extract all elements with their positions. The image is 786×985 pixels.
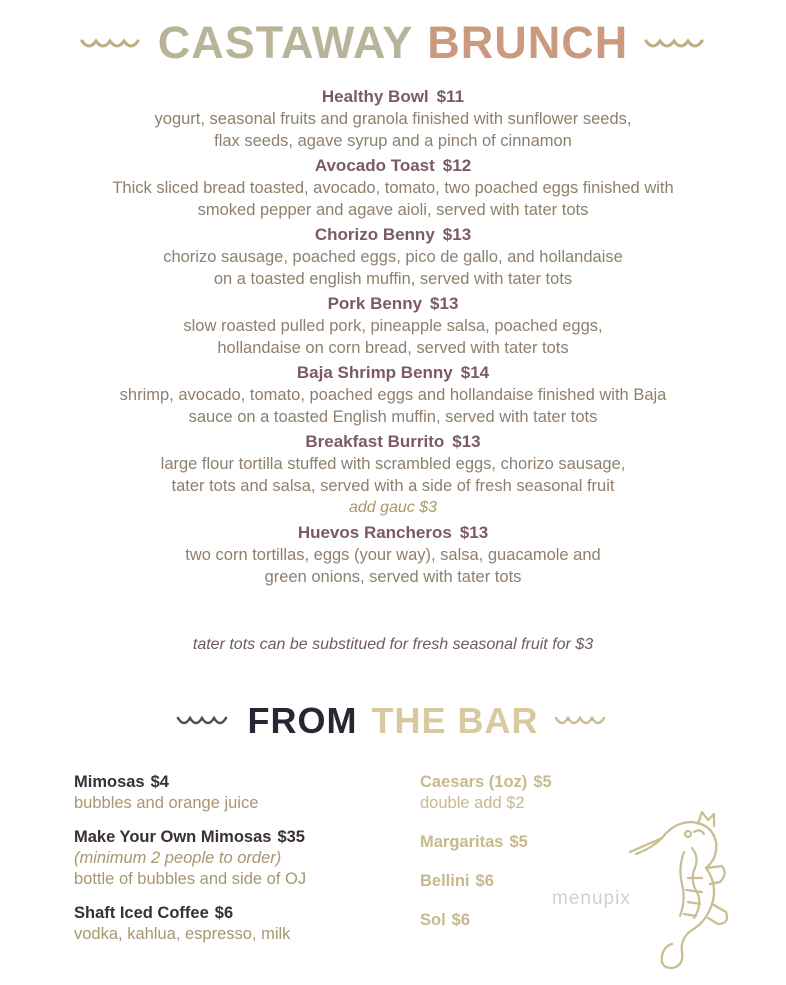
item-desc-line: Thick sliced bread toasted, avocado, tomato, two poached eggs finished with	[112, 179, 674, 197]
item-desc-line: shrimp, avocado, tomato, poached eggs and hollandaise finished with Baja	[119, 386, 667, 404]
wave-left-icon	[176, 712, 232, 730]
brunch-menu-list	[0, 86, 786, 591]
seahorse-icon	[622, 808, 732, 985]
menu-item-huevos-rancheros	[0, 522, 786, 588]
bar-title	[0, 698, 786, 744]
bar-left-column	[74, 772, 404, 958]
item-name: Pork Benny	[327, 294, 423, 313]
bar-item-price: $6	[451, 911, 471, 929]
menupix-watermark: menupix	[552, 888, 631, 909]
item-desc-line: slow roasted pulled pork, pineapple salsa, poached eggs,	[183, 317, 603, 335]
item-name: Chorizo Benny	[314, 225, 435, 244]
bar-item-caesars	[420, 772, 630, 814]
bar-right-column	[420, 772, 630, 944]
brunch-title-word-1: CASTAWAY	[157, 17, 414, 68]
bar-item-name: Margaritas	[420, 833, 504, 851]
bar-item-price: $35	[277, 828, 305, 846]
bar-item-name: Make Your Own Mimosas	[74, 828, 272, 846]
item-desc-line: flax seeds, agave syrup and a pinch of cinnamon	[214, 132, 572, 150]
bar-item-desc: bottle of bubbles and side of OJ	[74, 870, 307, 888]
bar-item-price: $6	[214, 904, 234, 922]
bar-item-price: $6	[475, 872, 494, 890]
bar-item-sol	[420, 910, 630, 931]
wave-left-icon	[80, 33, 142, 53]
bar-title-word-2: THE BAR	[371, 700, 539, 741]
bar-item-desc: double add $2	[420, 794, 525, 812]
item-desc-line: yogurt, seasonal fruits and granola finished with sunflower seeds,	[154, 110, 632, 128]
item-name: Huevos Rancheros	[297, 523, 452, 542]
item-price: $13	[452, 432, 481, 451]
brunch-title-word-2: BRUNCH	[427, 17, 629, 68]
bar-item-shaft-iced-coffee	[74, 903, 404, 945]
bar-item-name: Sol	[420, 911, 446, 929]
bar-item-name: Shaft Iced Coffee	[74, 904, 209, 922]
item-desc-line: hollandaise on corn bread, served with tater tots	[217, 339, 569, 357]
menu-item-avocado-toast	[0, 155, 786, 221]
item-desc-line: two corn tortillas, eggs (your way), salsa, guacamole and	[185, 546, 601, 564]
menu-item-chorizo-benny	[0, 224, 786, 290]
bar-item-price: $4	[150, 773, 169, 791]
menu-item-baja-shrimp-benny	[0, 362, 786, 428]
bar-item-make-your-own-mimosas	[74, 827, 404, 890]
item-desc-line: chorizo sausage, poached eggs, pico de gallo, and hollandaise	[163, 248, 623, 266]
item-desc-line: large flour tortilla stuffed with scrambled eggs, chorizo sausage,	[160, 455, 626, 473]
item-price: $11	[436, 87, 465, 106]
bar-item-name: Caesars (1oz)	[420, 773, 528, 791]
item-desc-line: tater tots and salsa, served with a side of fresh seasonal fruit	[171, 477, 615, 495]
item-price: $13	[459, 523, 489, 542]
item-price: $13	[442, 225, 472, 244]
bar-item-price: $5	[509, 833, 528, 851]
bar-title-word-1: FROM	[247, 700, 358, 741]
item-price: $12	[442, 156, 472, 175]
item-addon: add gauc $3	[348, 499, 438, 516]
wave-right-icon	[554, 712, 610, 730]
bar-item-margaritas	[420, 832, 630, 853]
bar-item-name: Mimosas	[74, 773, 145, 791]
bar-item-condition: (minimum 2 people to order)	[74, 849, 282, 867]
menu-item-pork-benny	[0, 293, 786, 359]
brunch-title	[0, 14, 786, 72]
item-name: Baja Shrimp Benny	[296, 363, 453, 382]
substitution-note: tater tots can be substitued for fresh seasonal fruit for $3	[192, 636, 594, 653]
bar-item-desc: bubbles and orange juice	[74, 794, 259, 812]
item-price: $14	[460, 363, 490, 382]
bar-item-price: $5	[533, 773, 552, 791]
item-desc-line: green onions, served with tater tots	[264, 568, 522, 586]
item-name: Healthy Bowl	[321, 87, 429, 106]
bar-item-desc: vodka, kahlua, espresso, milk	[74, 925, 291, 943]
bar-item-mimosas	[74, 772, 404, 814]
item-desc-line: smoked pepper and agave aioli, served with tater tots	[197, 201, 589, 219]
item-name: Avocado Toast	[314, 156, 435, 175]
item-name: Breakfast Burrito	[305, 432, 445, 451]
bar-item-name: Bellini	[420, 872, 470, 890]
wave-right-icon	[644, 33, 706, 53]
item-price: $13	[430, 294, 459, 313]
item-desc-line: sauce on a toasted English muffin, served with tater tots	[188, 408, 598, 426]
item-desc-line: on a toasted english muffin, served with tater tots	[213, 270, 573, 288]
menu-item-healthy-bowl	[0, 86, 786, 152]
menu-item-breakfast-burrito	[0, 431, 786, 519]
